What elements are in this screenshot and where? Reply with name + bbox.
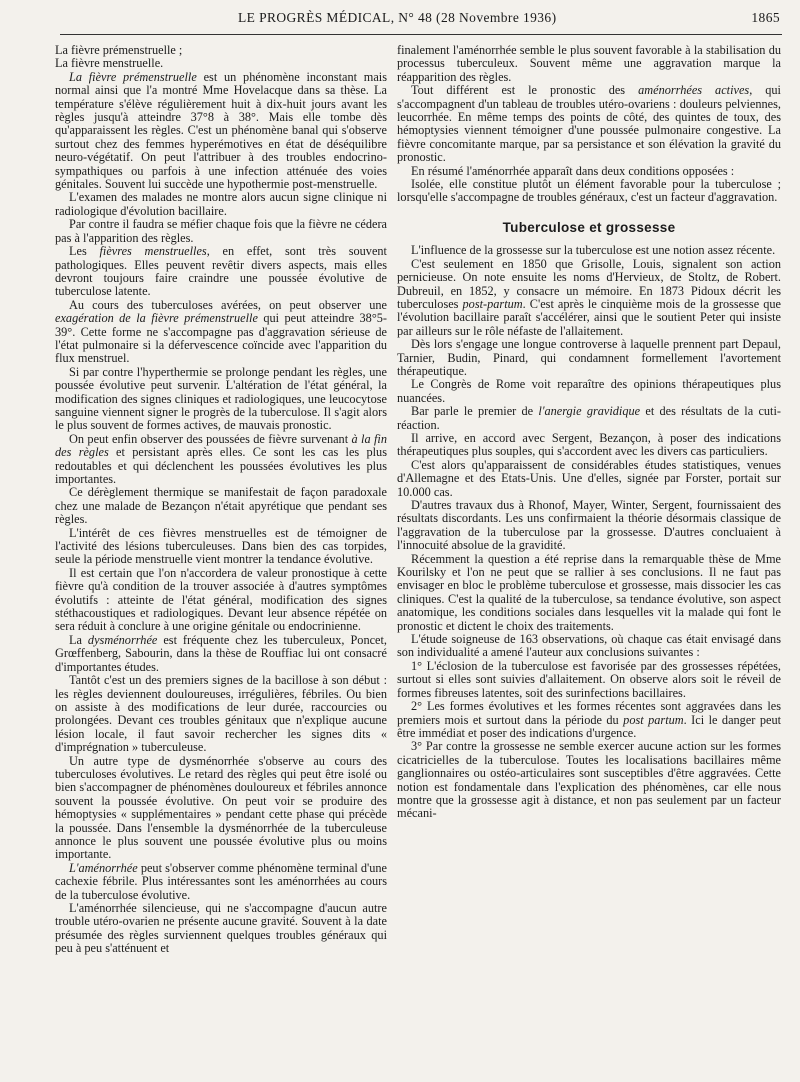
running-title: LE PROGRÈS MÉDICAL, N° 48 (28 Novembre 1936) — [238, 10, 557, 25]
page-number: 1865 — [751, 10, 780, 25]
paragraph: Tout différent est le pronostic des aménorrhées actives, qui s'accompagnent d'un tableau de troubles utéro-ovariens : douleurs pelviennes, leucorrhée. En même temps des points de côté, des quintes de toux, des hémoptysies viennent témoigner d'une poussée pulmonaire congestive. La fièvre concomitante marque, par sa persistance et son élévation la gravité du pronostic. — [397, 83, 781, 165]
paragraph: C'est alors qu'apparaissent de considérables études statistiques, venues d'Allemagne et des Etats-Unis. Une d'elles, signée par Forster, portait sur 10.000 cas. — [397, 457, 781, 499]
paragraph: Récemment la question a été reprise dans la remarquable thèse de Mme Kourilsky et l'on ne peut que se rallier à ses conclusions. Il ne faut pas envisager en bloc le problème tuberculose et grossesse, mais dissocier les cas cliniques. C'est la qualité de la tuberculose, sa tendance évolutive, son aspect anatomique, les conditions sociales dans lesquelles vit la malade qui font le pronostic et dictent le choix des traitements. — [397, 551, 781, 633]
right-column — [397, 44, 781, 821]
paragraph: Ce dérèglement thermique se manifestait de façon paradoxale chez une malade de Bezançon n'était apyrétique que pendant ses règles. — [55, 485, 387, 527]
paragraph: Dès lors s'engage une longue controverse à laquelle prennent part Depaul, Tarnier, Budin, Pinard, qui condamnent formellement l'avortement thérapeutique. — [397, 337, 781, 378]
running-header — [60, 10, 780, 32]
paragraph: 1° L'éclosion de la tuberculose est favorisée par des grossesses répétées, surtout si elles sont suivies d'allaitement. On observe alors soit le réveil de formes fibreuses latentes, soit des surinfections bacillaires. — [397, 658, 781, 700]
paragraph: L'intérêt de ces fièvres menstruelles est de témoigner de l'activité des lésions tuberculeuses. Dans bien des cas torpides, seule la période menstruelle vient montrer la tendance évolutive. — [55, 525, 387, 567]
paragraph: L'étude soigneuse de 163 observations, où chaque cas était envisagé dans son individualité a amené l'auteur aux conclusions suivantes : — [397, 632, 781, 660]
paragraph: La fièvre prémenstruelle est un phénomène inconstant mais normal ainsi que l'a montré Mme Hovelacque dans sa thèse. La température s'élève régulièrement huit à dix-huit jours avant les règles jusqu'à atteindre 37°8 à 38°. Mais elle tombe dès qu'apparaissent les règles. C'est un phénomène banal qui s'observe surtout chez des femmes hyperémotives en état de déséquilibre neuro-végétatif. On peut l'attribuer à des troubles endocrino-sympathiques ou parfois à une infection atténuée des voies génitales. Souvent lui succède une hypothermie post-menstruelle. — [55, 69, 388, 192]
paragraph: Si par contre l'hyperthermie se prolonge pendant les règles, une poussée évolutive peut survenir. L'altération de l'état général, la modification des signes cliniques et radiologiques, une leucocytose sanguine viennent signer le progrès de la tuberculose. Il s'agit alors le plus souvent de formes actives, de mauvais pronostic. — [55, 364, 387, 433]
paragraph: finalement l'aménorrhée semble le plus souvent favorable à la stabilisation du processus tuberculeux. Souvent même une aggravation marque la réapparition des règles. — [397, 43, 781, 84]
left-column — [55, 44, 387, 956]
paragraph: L'influence de la grossesse sur la tuberculose est une notion assez récente. — [411, 243, 776, 258]
paragraph: L'aménorrhée peut s'observer comme phénomène terminal d'une cachexie fébrile. Plus intéressantes sont les aménorrhées au cours de la tuberculose évolutive. — [55, 860, 387, 902]
paragraph: Bar parle le premier de l'anergie gravidique et des résultats de la cuti-réaction. — [397, 404, 781, 432]
paragraph: La fièvre menstruelle. — [55, 56, 164, 71]
paragraph: Il arrive, en accord avec Sergent, Bezançon, à poser des indications thérapeutiques plus souples, qui s'accordent avec les divers cas particuliers. — [397, 430, 781, 459]
paragraph: 2° Les formes évolutives et les formes récentes sont aggravées dans les premiers mois et surtout dans la période du post partum. Ici le danger peut être immédiat et poser des indications d'urgence. — [397, 699, 782, 740]
paragraph: Le Congrès de Rome voit reparaître des opinions thérapeutiques plus nuancées. — [397, 377, 781, 405]
paragraph: Par contre il faudra se méfier chaque fois que la fièvre ne cédera pas à l'apparition des règles. — [55, 217, 387, 245]
paragraph: D'autres travaux dus à Rhonof, Mayer, Winter, Sergent, fournissaient des résultats discordants. Les uns confirmaient la théorie désormais classique de l'aggravation de la tuberculose par la grossesse. D'autres concluaient à l'innocuité absolue de la gravidité. — [397, 498, 781, 553]
paragraph: Les fièvres menstruelles, en effet, sont très souvent pathologiques. Elles peuvent revêtir divers aspects, mais elles devront toujours faire craindre une poussée évolutive de tuberculose latente. — [55, 244, 387, 299]
header-rule — [60, 34, 782, 35]
paragraph: Un autre type de dysménorrhée s'observe au cours des tuberculoses évolutives. Le retard des règles qui peut être isolé ou bien s'accompagner de phénomènes douloureux et fébriles annonce souvent la poussée évolutive. On peut voir se produire des hémoptysies « supplémentaires » pendant cette phase qui précède la poussée. Dans l'ensemble la dysménorrhée de la tuberculeuse annonce le plus souvent une poussée évolutive plus ou moins importante. — [55, 753, 387, 862]
paragraph: Il est certain que l'on n'accordera de valeur pronostique à cette fièvre qu'à condition de la trouver associée à d'autres symptômes évolutifs : atteinte de l'état général, modification des signes stéthacoustiques et radiologiques. Devant leur absence répétée on sera réduit à conclure à une origine génitale ou endocrinienne. — [55, 565, 387, 634]
paragraph: La fièvre prémenstruelle ; — [55, 43, 183, 57]
paragraph: L'examen des malades ne montre alors aucun signe clinique ni radiologique d'évolution bacillaire. — [55, 190, 387, 218]
paragraph: L'aménorrhée silencieuse, qui ne s'accompagne d'aucun autre trouble utéro-ovarien ne présente aucune gravité. Souvent à la date présumée des règles surviennent quelques troubles généraux qui peu à peu s'atténuent et — [55, 901, 387, 956]
paragraph: En résumé l'aménorrhée apparaît dans deux conditions opposées : — [411, 163, 735, 178]
paragraph: Isolée, elle constitue plutôt un élément favorable pour la tuberculose ; lorsqu'elle s'accompagne de troubles généraux, c'est un facteur d'aggravation. — [397, 177, 781, 205]
section-heading: Tuberculose et grossesse — [502, 219, 676, 235]
paragraph: La dysménorrhée est fréquente chez les tuberculeux, Poncet, Grœffenberg, Sabourin, dans la thèse de Rouffiac lui ont consacré d'importantes études. — [55, 632, 387, 674]
paragraph: Tantôt c'est un des premiers signes de la bacillose à son début : les règles deviennent douloureuses, irrégulières, fébriles. Ou bien on assiste à des modifications de leur durée, raccourcies ou prolongées. Devant ces troubles génitaux que n'explique aucune lésion locale, il faut savoir rechercher les signes dits « d'imprégnation » tuberculeuse. — [55, 673, 387, 755]
paragraph: C'est seulement en 1850 que Grisolle, Louis, signalent son action pernicieuse. On note ensuite les noms d'Hervieux, de Stoltz, de Robert. Dubreuil, en 1852, y consacre un mémoire. En 1873 Pidoux décrit les tuberculoses post-partum. C'est après le cinquième mois de la grossesse que l'évolution bacillaire paraît s'accélérer, ainsi que le soutient Peter qui insiste par ailleurs sur le rôle néfaste de l'allaitement. — [397, 256, 781, 338]
paragraph: On peut enfin observer des poussées de fièvre survenant à la fin des règles et persistant après elles. Ce sont les cas les plus redoutables et qui déclenchent les poussées évolutives les plus importantes. — [55, 431, 387, 486]
paragraph: Au cours des tuberculoses avérées, on peut observer une exagération de la fièvre prémenstruelle qui peut atteindre 38°5-39°. Cette forme ne s'accompagne pas d'aggravation sérieuse de l'état pulmonaire si la défervescence coïncide avec l'apparition du flux menstruel. — [55, 297, 387, 366]
paragraph: 3° Par contre la grossesse ne semble exercer aucune action sur les formes cicatricielles de la tuberculose. Toutes les localisations bacillaires même ganglionnaires ou ostéo-articulaires sont susceptibles d'être aggravées. Cette notion est fondamentale dans l'explication des phénomènes, car elle nous montre que la grossesse agit à distance, et non pas seulement par un facteur mécani- — [397, 739, 781, 821]
